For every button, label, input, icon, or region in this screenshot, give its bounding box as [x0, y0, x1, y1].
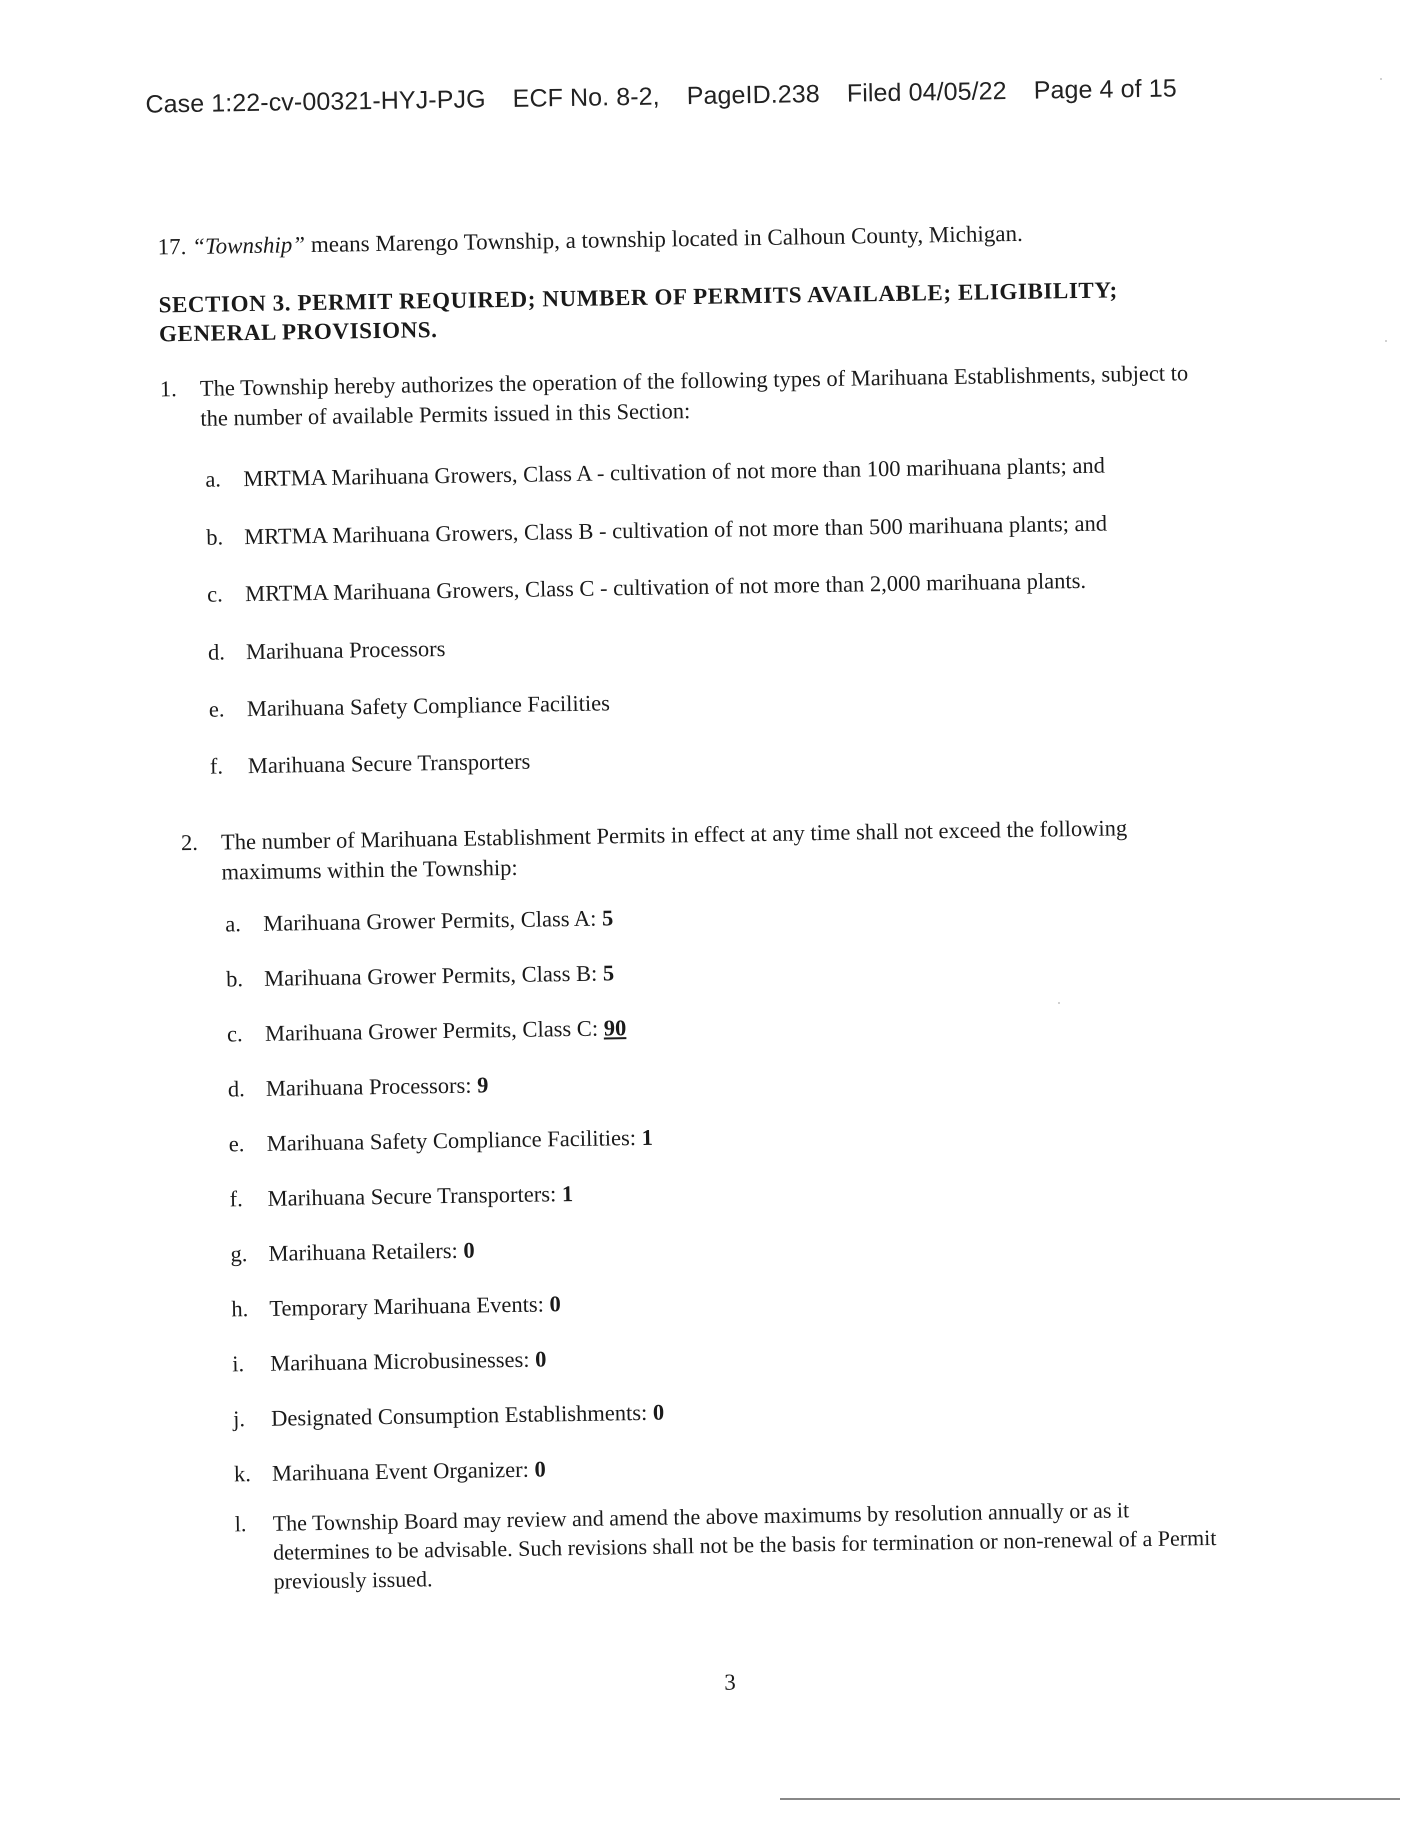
case-number: Case 1:22-cv-00321-HYJ-PJG [145, 85, 486, 119]
paragraph-2 [180, 812, 1212, 888]
paragraph-1 [159, 358, 1201, 434]
scan-edge-line [780, 1798, 1400, 1800]
list-item: a. MRTMA Marihuana Growers, Class A - cultivation of not more than 100 marihuana plants; and [205, 452, 1106, 492]
list-item: j. Designated Consumption Establishments: 0 [232, 1399, 665, 1432]
definition-term: “Township” [191, 232, 306, 259]
list-item: b. Marihuana Grower Permits, Class B: 5 [225, 960, 615, 992]
scan-speck [1058, 1002, 1060, 1004]
scan-speck [1385, 340, 1387, 342]
page-id: PageID.238 [686, 80, 821, 111]
ecf-number: ECF No. 8-2, [512, 82, 660, 113]
paragraph-number: 1. [159, 376, 177, 402]
paragraph-text: The Township hereby authorizes the operation of the following types of Marihuana Establishments, subject to the number of available Permits issued in this Section: [199, 360, 1189, 431]
page-of: Page 4 of 15 [1033, 74, 1177, 105]
definition-text: means Marengo Township, a township located in Calhoun County, Michigan. [310, 220, 1023, 258]
definition-number: 17. [157, 233, 187, 260]
list-item: k. Marihuana Event Organizer: 0 [233, 1456, 546, 1487]
list-item: h. Temporary Marihuana Events: 0 [231, 1291, 561, 1322]
definition-17 [157, 221, 1022, 261]
paragraph-text: The number of Marihuana Establishment Permits in effect at any time shall not exceed the following maximums within the Township: [220, 815, 1128, 885]
list-item: g. Marihuana Retailers: 0 [230, 1237, 475, 1267]
case-header [145, 74, 1197, 120]
list-item: c. MRTMA Marihuana Growers, Class C - cultivation of not more than 2,000 marihuana plants. [206, 567, 1087, 607]
list-item-final: l. The Township Board may review and amend the above maximums by resolution annually or as it determines to be advisable. Such revisions shall not be the basis for termination or non-renewal of a Permit previously issued. [234, 1497, 1217, 1594]
list-item: a. Marihuana Grower Permits, Class A: 5 [225, 905, 614, 937]
list-item: e. Marihuana Safety Compliance Facilities [208, 690, 611, 722]
scan-speck [1380, 78, 1382, 80]
list-item: e. Marihuana Safety Compliance Facilities: 1 [228, 1124, 654, 1157]
paragraph-number: 2. [180, 829, 199, 856]
list-item: d. Marihuana Processors [207, 635, 446, 665]
list-item: b. MRTMA Marihuana Growers, Class B - cultivation of not more than 500 marihuana plants; and [206, 510, 1108, 550]
list-item: f. Marihuana Secure Transporters: 1 [229, 1181, 574, 1212]
page-number: 3 [724, 1669, 736, 1695]
list-item: d. Marihuana Processors: 9 [227, 1072, 489, 1102]
list-item: i. Marihuana Microbusinesses: 0 [232, 1346, 547, 1377]
filed-date: Filed 04/05/22 [846, 77, 1007, 108]
list-item: f. Marihuana Secure Transporters [209, 748, 531, 779]
section-title: SECTION 3. PERMIT REQUIRED; NUMBER OF PERMITS AVAILABLE; ELIGIBILITY; GENERAL PROVISIONS. [158, 277, 1118, 347]
list-item: c. Marihuana Grower Permits, Class C: 90 [226, 1015, 627, 1047]
